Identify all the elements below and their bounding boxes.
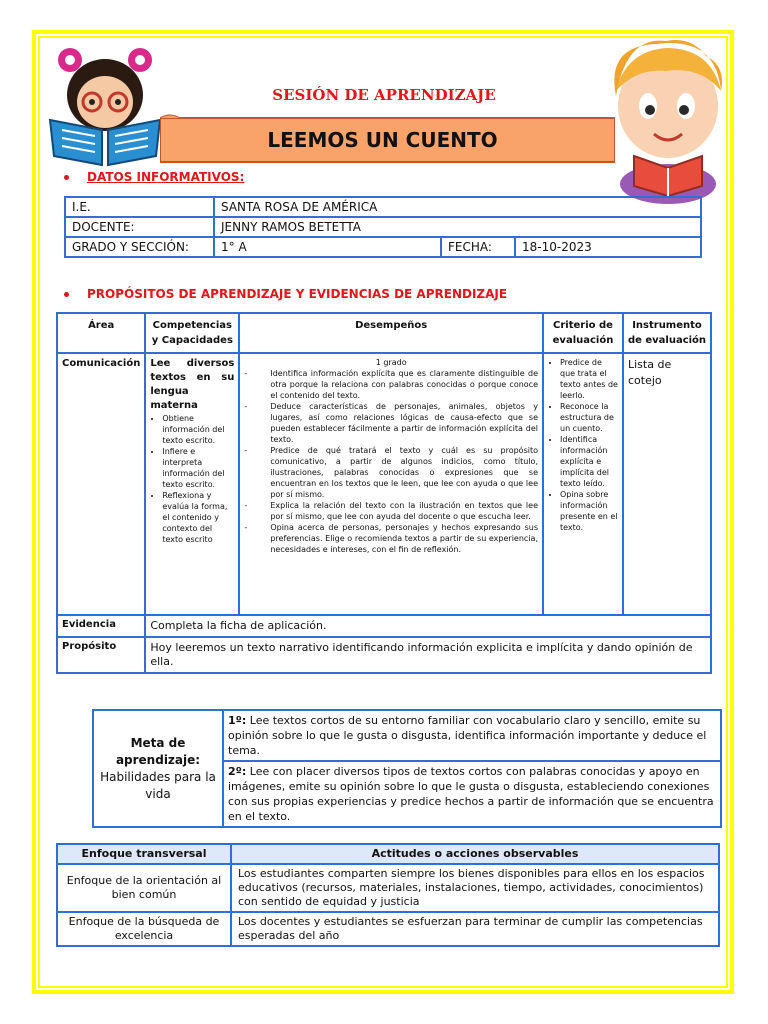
criterio-cell — [543, 353, 623, 615]
criterios-list — [548, 357, 618, 533]
girl-reading-illustration — [40, 40, 170, 170]
actitud-cell: Los docentes y estudiantes se esfuerzan para terminar de cumplir las competencias esperadas del año — [231, 912, 719, 946]
meta-item-number: 2º: — [228, 765, 247, 778]
meta-item-text: Lee textos cortos de su entorno familiar con vocabulario claro y sencillo, emite su opinión sobre lo que le gusta o disgusta, identifica información importante y deduce el tema. — [228, 714, 707, 757]
list-item: - Opina acerca de personas, personajes y hechos expresando sus preferencias. Elige o recomienda textos a partir de su experiencia, necesidades e intereses, con el fin de reflexión. — [244, 522, 538, 555]
list-item: - Identifica información explícita que es claramente distinguible de otra porque la relaciona con palabras conocidas o porque conoce el contenido del texto. — [244, 368, 538, 401]
lesson-title: LEEMOS UN CUENTO — [267, 128, 498, 152]
docente-label: DOCENTE: — [65, 217, 214, 237]
meta-label-cell — [93, 710, 223, 827]
datos-table — [64, 196, 702, 258]
table-row — [65, 197, 701, 217]
enfoque-table — [56, 843, 720, 947]
datos-heading: DATOS INFORMATIVOS: — [64, 170, 244, 184]
grado-label: GRADO Y SECCIÓN: — [65, 237, 214, 257]
propositos-table — [56, 312, 712, 674]
bullet-icon — [64, 292, 69, 297]
competencia-title: Lee diversos textos en su lengua materna — [150, 358, 235, 411]
bullet-icon — [64, 175, 69, 180]
competencias-cell — [145, 353, 239, 615]
header-instrumento: Instrumento de evaluación — [623, 313, 711, 353]
grado-label: 1 grado — [375, 358, 407, 367]
table-row — [93, 710, 721, 761]
docente-value: JENNY RAMOS BETETTA — [214, 217, 701, 237]
area-cell: Comunicación — [57, 353, 145, 615]
propositos-heading: PROPÓSITOS DE APRENDIZAJE Y EVIDENCIAS DE APRENDIZAJE — [64, 287, 507, 301]
instrumento-cell: Lista de cotejo — [623, 353, 711, 615]
header-actitudes: Actitudes o acciones observables — [231, 844, 719, 864]
table-row — [57, 864, 719, 912]
meta-table — [92, 709, 722, 828]
proposito-value: Hoy leeremos un texto narrativo identificando información explicita e implícita y dando opinión de ella. — [145, 637, 711, 673]
table-header-row — [57, 844, 719, 864]
meta-item-2 — [223, 761, 721, 827]
meta-item-text: Lee con placer diversos tipos de textos cortos con palabras conocidas y apoyo en imágenes, emite su opinión sobre lo que le gusta o disgusta, estableciendo conexiones con sus propias experiencias y predice hechos a partir de información que se encuentra en el texto. — [228, 765, 714, 823]
list-item: • Predice de que trata el texto antes de leerlo. — [560, 357, 618, 401]
desempenos-cell — [239, 353, 543, 615]
evidencia-value: Completa la ficha de aplicación. — [145, 615, 711, 637]
header-area: Área — [57, 313, 145, 353]
evidencia-label: Evidencia — [57, 615, 145, 637]
session-title: SESIÓN DE APRENDIZAJE — [272, 86, 496, 104]
table-row — [57, 637, 711, 673]
table-row — [57, 912, 719, 946]
meta-sublabel: Habilidades para la vida — [100, 769, 216, 801]
proposito-label: Propósito — [57, 637, 145, 673]
fecha-label: FECHA: — [441, 237, 515, 257]
meta-label: Meta de aprendizaje: — [115, 735, 201, 767]
ie-value: SANTA ROSA DE AMÉRICA — [214, 197, 701, 217]
table-row — [57, 615, 711, 637]
list-item: - Deduce características de personajes, animales, objetos y lugares, así como relaciones lógicas de causa-efecto que se pueden establecer fácilmente a partir de información explícita del texto. — [244, 401, 538, 445]
list-item: • Identifica información explícita e implícita del texto leído. — [560, 434, 618, 489]
list-item: • Opina sobre información presente en el texto. — [560, 489, 618, 533]
desempenos-list — [244, 368, 538, 555]
capacidades-list — [150, 413, 234, 545]
table-row — [57, 353, 711, 615]
list-item: • Obtiene información del texto escrito. — [162, 413, 234, 446]
header-desempenos: Desempeños — [239, 313, 543, 353]
list-item: - Predice de qué tratará el texto y cuál es su propósito comunicativo, a partir de algunos indicios, como título, ilustraciones, palabras conocidas o expresiones que se encuentran en los textos que le leen, que lee con ayuda o que lee por sí mismo. — [244, 445, 538, 500]
enfoque-cell: Enfoque de la búsqueda de excelencia — [57, 912, 231, 946]
table-row — [65, 237, 701, 257]
fecha-value: 18-10-2023 — [515, 237, 701, 257]
list-item: • Reflexiona y evalúa la forma, el contenido y contexto del texto escrito — [162, 490, 234, 545]
header-enfoque: Enfoque transversal — [57, 844, 231, 864]
meta-item-number: 1º: — [228, 714, 247, 727]
header-competencias: Competencias y Capacidades — [145, 313, 239, 353]
table-header-row — [57, 313, 711, 353]
header-criterio: Criterio de evaluación — [543, 313, 623, 353]
list-item: - Explica la relación del texto con la ilustración en textos que lee por sí mismo, que lee con ayuda del docente o que escucha leer. — [244, 500, 538, 522]
meta-item-1 — [223, 710, 721, 761]
list-item: • Infiere e interpreta información del texto escrito. — [162, 446, 234, 490]
table-row — [65, 217, 701, 237]
enfoque-cell: Enfoque de la orientación al bien común — [57, 864, 231, 912]
ie-label: I.E. — [65, 197, 214, 217]
boy-reading-illustration — [596, 36, 736, 206]
actitud-cell: Los estudiantes comparten siempre los bienes disponibles para ellos en los espacios educativos (recursos, materiales, instalaciones, tiempo, actividades, conocimientos) con sentido de equidad y justicia — [231, 864, 719, 912]
list-item: • Reconoce la estructura de un cuento. — [560, 401, 618, 434]
grado-value: 1° A — [214, 237, 441, 257]
